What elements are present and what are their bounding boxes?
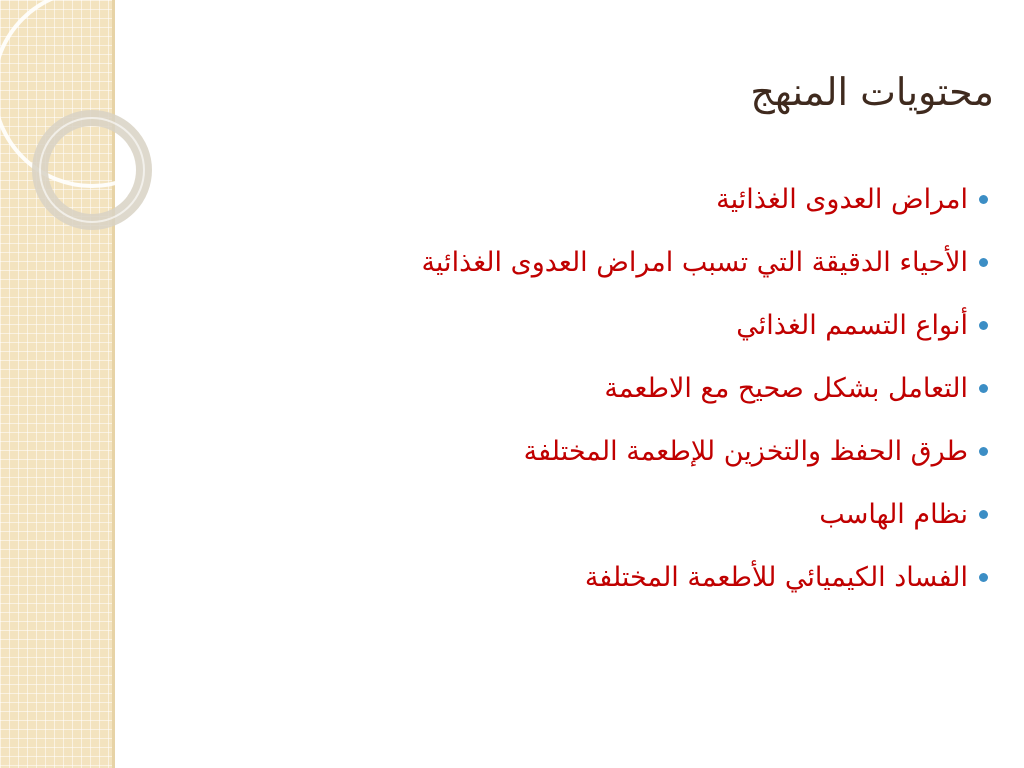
outer-ring [0,0,190,186]
bullet-list [188,168,988,609]
bullet-dot-icon [979,573,988,582]
bullet-text: نظام الهاسب [819,499,968,530]
bullet-dot-icon [979,510,988,519]
bullet-dot-icon [979,195,988,204]
bullet-item [188,420,988,483]
slide-title: محتويات المنهج [750,70,994,114]
bullet-item [188,294,988,357]
inner-ring-highlight [40,118,144,222]
bullet-dot-icon [979,447,988,456]
bullet-item [188,483,988,546]
bullet-text: طرق الحفظ والتخزين للإطعمة المختلفة [523,436,968,467]
bullet-text: الأحياء الدقيقة التي تسبب امراض العدوى الغذائية [421,247,968,278]
bullet-dot-icon [979,258,988,267]
bullet-item [188,168,988,231]
bullet-text: أنواع التسمم الغذائي [736,310,968,341]
bullet-dot-icon [979,384,988,393]
bullet-dot-icon [979,321,988,330]
bullet-text: امراض العدوى الغذائية [716,184,968,215]
bullet-item [188,546,988,609]
bullet-text: الفساد الكيميائي للأطعمة المختلفة [584,562,968,593]
bullet-item [188,357,988,420]
bullet-text: التعامل بشكل صحيح مع الاطعمة [604,373,968,404]
bullet-item [188,231,988,294]
